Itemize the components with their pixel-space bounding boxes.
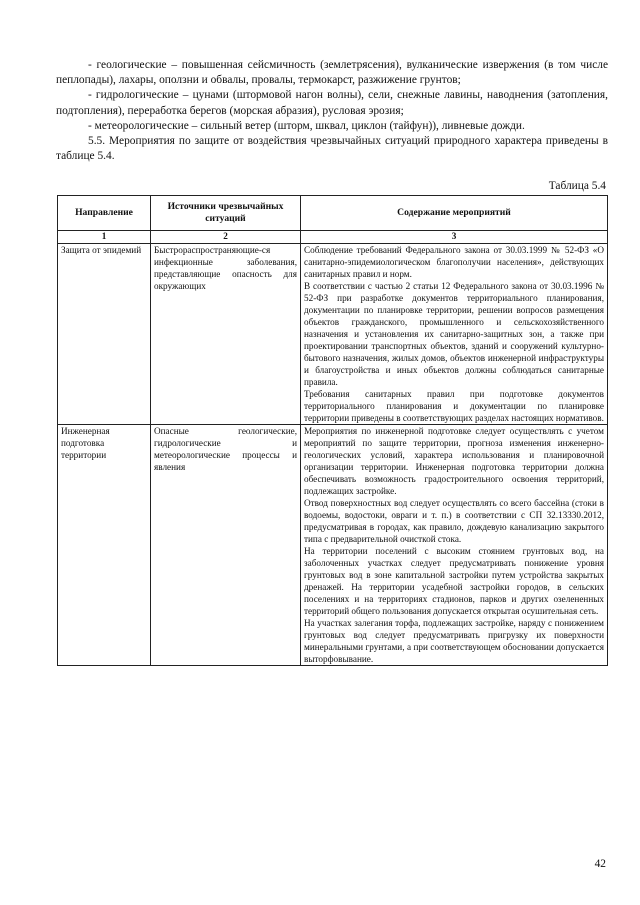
column-number: 1 bbox=[58, 231, 151, 244]
row-content bbox=[301, 425, 608, 666]
page-number: 42 bbox=[594, 858, 606, 870]
table-number-row bbox=[58, 231, 608, 244]
row-content bbox=[301, 244, 608, 425]
header-sources: Источники чрезвычайных ситуаций bbox=[151, 196, 301, 231]
column-number: 3 bbox=[301, 231, 608, 244]
content-paragraph: На участках залегания торфа, подлежащих застройке, наряду с понижением грунтовых вод следует предусматривать пригрузку их поверхности минеральными грунтами, а при соответствующем обосновании допускается выторфовывание. bbox=[304, 618, 604, 664]
header-content: Содержание мероприятий bbox=[301, 196, 608, 231]
table-row bbox=[58, 425, 608, 666]
content-paragraph: Требования санитарных правил при подготовке документов территориального планирования и документации по планировке территории приведены в соответствующих разделах настоящих нормативов. bbox=[304, 389, 604, 423]
row-source: Опасные геологические, гидрологические и метеорологические процессы и явления bbox=[151, 425, 301, 666]
content-paragraph: Соблюдение требований Федерального закона от 30.03.1999 № 52-ФЗ «О санитарно-эпидемиологическом благополучии населения», действующих санитарных правил и норм. bbox=[304, 245, 604, 279]
header-direction: Направление bbox=[58, 196, 151, 231]
row-direction: Инженерная подготовка территории bbox=[58, 425, 151, 666]
content-paragraph: На территории поселений с высоким стоянием грунтовых вод, на заболоченных участках следует предусматривать понижение уровня грунтовых вод в зоне капитальной застройки путем устройства закрытых дренажей. На территории усадебной застройки городов, в сельских поселениях и на территориях стадионов, парков и других озелененных территорий общего пользования допускается открытая осушительная сеть. bbox=[304, 546, 604, 616]
row-source: Быстрораспространяющие-ся инфекционные заболевания, представляющие опасность для окружающих bbox=[151, 244, 301, 425]
table-row bbox=[58, 244, 608, 425]
intro-text bbox=[56, 58, 608, 164]
table-caption: Таблица 5.4 bbox=[548, 180, 606, 192]
row-direction: Защита от эпидемий bbox=[58, 244, 151, 425]
intro-hydrological: - гидрологические – цунами (штормовой нагон волны), сели, снежные лавины, наводнения (затопления, подтопления), переработка берегов (морская абразия), русловая эрозия; bbox=[56, 89, 608, 117]
content-paragraph: Отвод поверхностных вод следует осуществлять со всего бассейна (стоки в водоемы, водостоки, овраги и т. п.) в соответствии с СП 32.13330.2012, предусматривая в городах, как правило, дождевую канализацию закрытого типа с предварительной очисткой стока. bbox=[304, 498, 604, 544]
column-number: 2 bbox=[151, 231, 301, 244]
measures-table bbox=[57, 195, 608, 666]
table-header-row bbox=[58, 196, 608, 231]
intro-geological: - геологические – повышенная сейсмичность (землетрясения), вулканические извержения (в том числе пеплопады), лахары, оползни и обвалы, провалы, термокарст, разжижение грунтов; bbox=[56, 59, 608, 87]
intro-meteorological: - метеорологические – сильный ветер (шторм, шквал, циклон (тайфун)), ливневые дожди. bbox=[88, 119, 525, 132]
content-paragraph: В соответствии с частью 2 статьи 12 Федерального закона от 30.03.1996 № 52-ФЗ при разработке документов территориального планирования, документации по планировке территории, решении вопросов размещения объектов гражданского, промышленного и сельскохозяйственного назначения и установления их санитарно-защитных зон, а также при проектировании транспортных объектов, зданий и сооружений культурно-бытового назначения, жилых домов, объектов инженерной инфраструктуры и благоустройства и иных объектов должны соблюдаться санитарные правила. bbox=[304, 281, 604, 387]
intro-section-5-5: 5.5. Мероприятия по защите от воздействия чрезвычайных ситуаций природного характера приведены в таблице 5.4. bbox=[56, 135, 608, 163]
content-paragraph: Мероприятия по инженерной подготовке следует осуществлять с учетом мероприятий по защите территории, прогноза изменения инженерно-геологических условий, характера использования и планировочной организации территории. Инженерная подготовка территории должна обеспечивать возможность градостроительного освоения территорий, подлежащих застройке. bbox=[304, 426, 604, 496]
